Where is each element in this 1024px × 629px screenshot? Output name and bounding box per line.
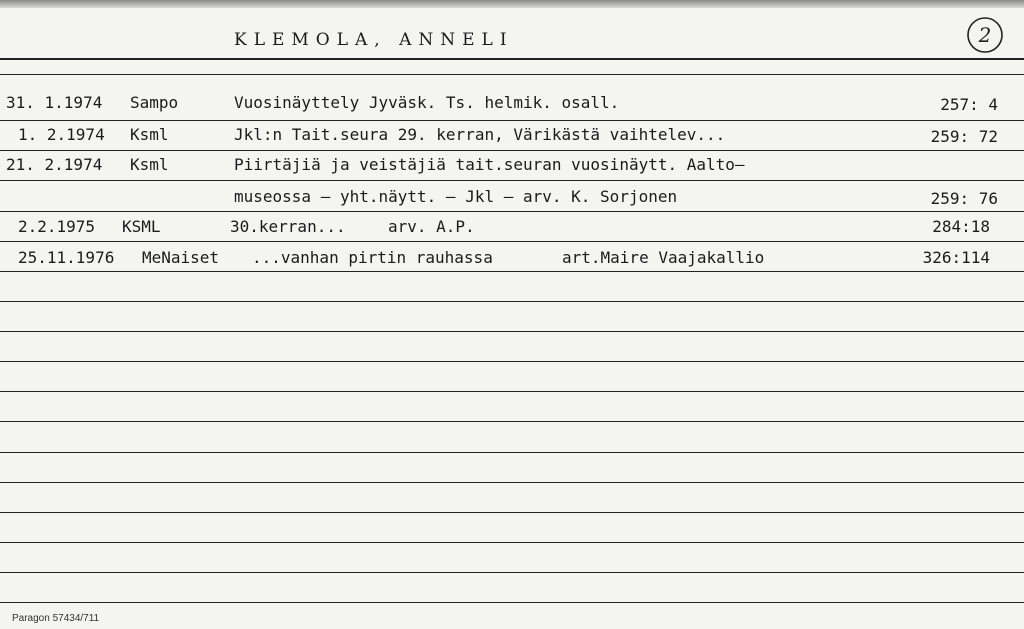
rule-line bbox=[0, 391, 1024, 392]
rule-line bbox=[0, 542, 1024, 543]
entry-reference: 284:18 bbox=[932, 217, 990, 236]
entry-date: 31. 1.1974 bbox=[6, 93, 103, 112]
card-top-edge bbox=[0, 0, 1024, 8]
entry-date: 2.2.1975 bbox=[18, 217, 96, 236]
stamp-number: 2 bbox=[978, 23, 992, 47]
entry-text: 30.kerran... bbox=[230, 217, 346, 236]
entry-reference: 259: 76 bbox=[930, 189, 998, 208]
entry-text: Jkl:n Tait.seura 29. kerran, Värikästä vaihtelev... bbox=[234, 125, 726, 144]
entry-text: Vuosinäyttely Jyväsk. Ts. helmik. osall. bbox=[234, 93, 620, 112]
entry-text-continued: museossa – yht.näytt. – Jkl – arv. K. Sorjonen bbox=[234, 187, 678, 206]
rule-line bbox=[0, 74, 1024, 75]
entry-source: KSML bbox=[122, 217, 161, 236]
entry-text: Piirtäjiä ja veistäjiä tait.seuran vuosinäytt. Aalto– bbox=[234, 155, 745, 174]
rule-line bbox=[0, 572, 1024, 573]
rule-line bbox=[0, 241, 1024, 242]
rule-line bbox=[0, 452, 1024, 453]
circled-number-stamp bbox=[966, 16, 1004, 54]
rule-line bbox=[0, 482, 1024, 483]
entry-reference: 257: 4 bbox=[940, 95, 998, 114]
entry-reviewer: art.Maire Vaajakallio bbox=[562, 248, 765, 267]
entry-text: ...vanhan pirtin rauhassa bbox=[252, 248, 493, 267]
rule-line bbox=[0, 150, 1024, 151]
entry-date: 1. 2.1974 bbox=[18, 125, 105, 144]
entry-reference: 326:114 bbox=[922, 248, 990, 267]
card-title: KLEMOLA, ANNELI bbox=[234, 30, 514, 50]
rule-line bbox=[0, 58, 1024, 60]
rule-line bbox=[0, 361, 1024, 362]
rule-line bbox=[0, 331, 1024, 332]
rule-line bbox=[0, 180, 1024, 181]
entry-source: Ksml bbox=[130, 125, 169, 144]
rule-line bbox=[0, 211, 1024, 212]
card-footer-print: Paragon 57434/711 bbox=[12, 613, 100, 624]
rule-line bbox=[0, 271, 1024, 272]
rule-line bbox=[0, 301, 1024, 302]
entry-source: Sampo bbox=[130, 93, 179, 112]
entry-reference: 259: 72 bbox=[930, 127, 998, 146]
entry-reviewer: arv. A.P. bbox=[388, 217, 475, 236]
entry-date: 21. 2.1974 bbox=[6, 155, 103, 174]
entry-date: 25.11.1976 bbox=[18, 248, 115, 267]
entry-source: Ksml bbox=[130, 155, 169, 174]
rule-line bbox=[0, 602, 1024, 603]
rule-line bbox=[0, 421, 1024, 422]
entry-source: MeNaiset bbox=[142, 248, 220, 267]
rule-line bbox=[0, 120, 1024, 121]
rule-line bbox=[0, 512, 1024, 513]
